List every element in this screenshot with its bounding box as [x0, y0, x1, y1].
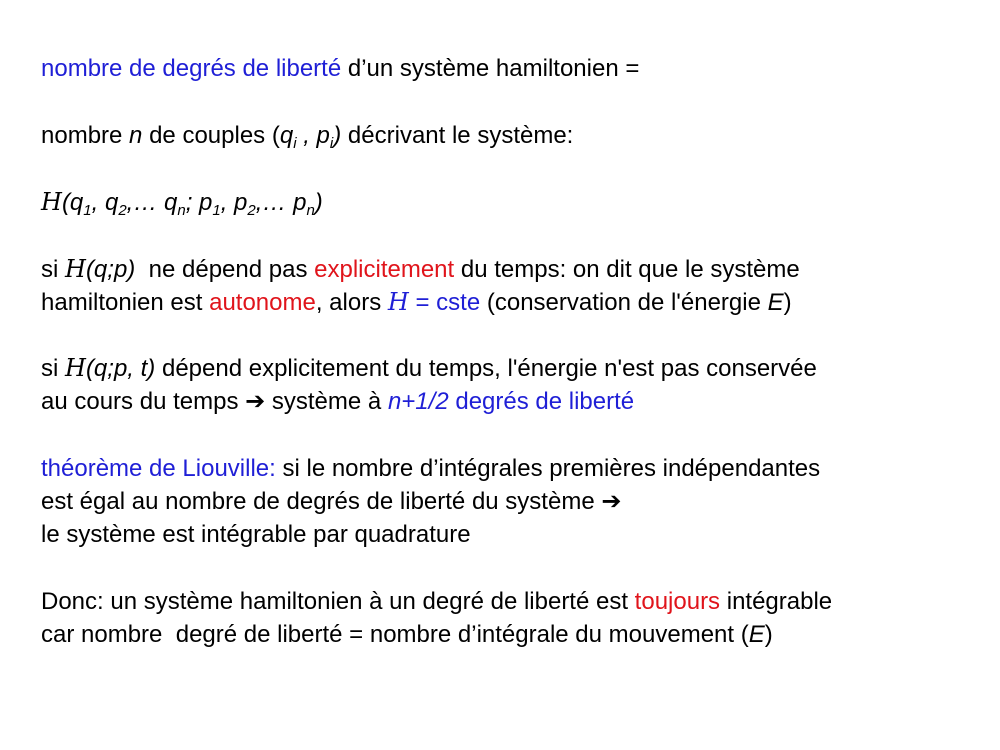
arrow-icon: ➔	[601, 488, 622, 515]
text: au cours du temps	[41, 388, 246, 415]
subscript: 1	[83, 202, 92, 219]
text: car nombre degré de liberté = nombre d’intégrale du mouvement (	[41, 621, 749, 648]
text: intégrable	[720, 588, 833, 615]
subscript: 2	[118, 202, 127, 219]
subscript: 2	[247, 202, 256, 219]
text: est égal au nombre de degrés de liberté du système	[41, 488, 602, 515]
conclusion-line-1	[41, 590, 832, 614]
text: si	[41, 256, 65, 283]
term-explicitement: explicitement	[314, 256, 455, 283]
term-degrees-of-freedom: nombre de degrés de liberté	[41, 55, 342, 82]
equals-sign: =	[408, 289, 437, 316]
hamiltonian-symbol: H	[65, 255, 86, 283]
subscript: n	[306, 202, 315, 219]
sub-i: i	[293, 135, 297, 152]
definition-text: d’un système hamiltonien =	[341, 55, 640, 82]
couples-line	[41, 122, 574, 152]
hamiltonian-symbol: H	[65, 354, 86, 382]
text: , alors	[315, 289, 388, 316]
time-dependent-line-2	[41, 390, 634, 414]
formula-text: )	[314, 189, 323, 216]
term-autonome: autonome	[209, 289, 316, 316]
conclusion-line-2	[41, 623, 773, 647]
formula-text: ,… p	[255, 189, 307, 216]
formula-text: (q;p)	[85, 256, 136, 283]
text: si le nombre d’intégrales premières indépendantes	[275, 455, 821, 482]
liouville-line-1	[41, 457, 820, 481]
liouville-line-3	[41, 523, 471, 547]
autonomous-line-1	[41, 257, 800, 282]
formula-text: , p	[220, 189, 248, 216]
var-e: E	[748, 621, 765, 648]
text: dépend explicitement du temps, l'énergie n'est pas conservée	[155, 355, 817, 382]
text: de couples (	[142, 122, 280, 149]
subscript: 1	[212, 202, 221, 219]
var-n: n	[129, 122, 143, 149]
text: Donc: un système hamiltonien à un degré de liberté est	[41, 588, 635, 615]
text: hamiltonien est	[41, 289, 210, 316]
var-e: E	[767, 289, 784, 316]
hamiltonian-symbol: H	[41, 188, 62, 216]
autonomous-line-2	[41, 290, 792, 315]
term-cste: cste	[436, 289, 481, 316]
text: (conservation de l'énergie	[480, 289, 768, 316]
text: décrivant le système:	[341, 122, 574, 149]
text: le système est intégrable par quadrature	[41, 521, 471, 548]
arrow-icon: ➔	[245, 388, 266, 415]
hamiltonian-symbol: H	[387, 288, 409, 316]
text: )	[764, 621, 773, 648]
liouville-line-2	[41, 490, 621, 514]
formula-text: ,… q	[126, 189, 178, 216]
formula-text: (q;p, t)	[85, 355, 156, 382]
subscript: n	[177, 202, 186, 219]
formula-text: (q	[61, 189, 84, 216]
text: du temps: on dit que le système	[454, 256, 800, 283]
text: si	[41, 355, 65, 382]
definition-line	[41, 57, 639, 81]
sub-i: i	[329, 135, 334, 152]
var-p: p	[316, 122, 330, 149]
term-liouville-theorem: théorème de Liouville:	[41, 455, 276, 482]
time-dependent-line-1	[41, 356, 817, 381]
term-degrees-of-freedom: degrés de liberté	[448, 388, 635, 415]
text: système à	[265, 388, 388, 415]
text: )	[783, 289, 792, 316]
formula-text: , q	[91, 189, 119, 216]
text: ne dépend pas	[135, 256, 315, 283]
text: nombre	[41, 122, 130, 149]
var-q: q	[279, 122, 294, 149]
hamiltonian-formula	[41, 188, 323, 219]
text: ,	[296, 122, 317, 149]
text: )	[333, 122, 342, 149]
formula-text: ; p	[185, 189, 213, 216]
term-toujours: toujours	[634, 588, 721, 615]
term-n-plus-half: n+1/2	[387, 388, 449, 415]
